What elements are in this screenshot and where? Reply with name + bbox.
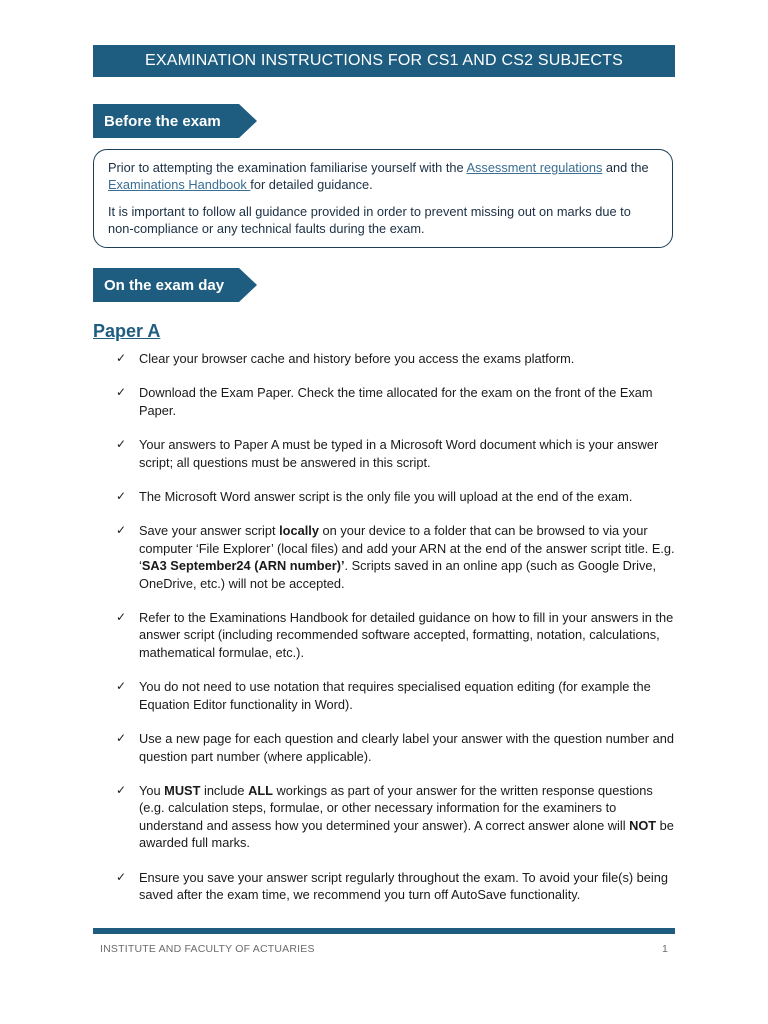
item-emphasis: NOT bbox=[629, 817, 657, 833]
checkmark-icon: ✓ bbox=[116, 610, 127, 625]
item-text: be awarded full marks. bbox=[139, 817, 674, 851]
footer-rule bbox=[93, 928, 675, 934]
checkmark-icon: ✓ bbox=[116, 869, 127, 884]
guidance-box bbox=[93, 149, 673, 248]
assessment-regulations-link[interactable]: Assessment regulations bbox=[466, 160, 603, 175]
item-text: include bbox=[200, 782, 249, 798]
checkmark-icon: ✓ bbox=[116, 385, 127, 400]
section-tag-exam-day bbox=[93, 268, 257, 302]
item-text: You bbox=[139, 782, 165, 798]
checkmark-icon: ✓ bbox=[116, 351, 127, 365]
item-emphasis: MUST bbox=[164, 782, 201, 798]
examinations-handbook-link[interactable]: Examinations Handbook bbox=[108, 177, 251, 192]
checkmark-icon: ✓ bbox=[116, 437, 127, 452]
list-item bbox=[116, 678, 678, 713]
guidance-text: for detailed guidance. bbox=[250, 177, 373, 192]
item-text: Use a new page for each question and clearly label your answer with the question number and question part number (where applicable). bbox=[139, 731, 674, 764]
footer-page-number: 1 bbox=[662, 943, 668, 955]
list-item bbox=[116, 609, 678, 661]
guidance-paragraph bbox=[108, 159, 658, 193]
item-text: . Scripts saved in an online app (such as Google Drive, OneDrive, etc.) will not be accepted. bbox=[139, 558, 657, 591]
section-tag-before-exam bbox=[93, 104, 257, 138]
checkmark-icon: ✓ bbox=[116, 782, 127, 797]
item-text: Clear your browser cache and history before you access the exams platform. bbox=[139, 351, 575, 366]
item-text: Ensure you save your answer script regularly throughout the exam. To avoid your file(s) being saved after the exam time, we recommend you turn off AutoSave functionality. bbox=[139, 869, 668, 902]
item-text: Save your answer script bbox=[139, 523, 280, 539]
guidance-paragraph-2: It is important to follow all guidance provided in order to prevent missing out on marks due to non-compliance or any technical faults during the exam. bbox=[108, 204, 631, 236]
checkmark-icon: ✓ bbox=[116, 731, 127, 746]
guidance-text: Prior to attempting the examination familiarise yourself with the bbox=[108, 160, 467, 175]
list-item bbox=[116, 730, 678, 765]
item-text: Download the Exam Paper. Check the time allocated for the exam on the front of the Exam Paper. bbox=[139, 385, 653, 418]
item-text: workings as part of your answer for the written response questions (e.g. calculation steps, formulae, or other necessary information for the examiners to understand and assess how you determined your answer). A correct answer alone will bbox=[139, 782, 653, 833]
item-text: The Microsoft Word answer script is the only file you will upload at the end of the exam. bbox=[139, 489, 633, 505]
section-tag-label: Before the exam bbox=[104, 112, 221, 130]
item-emphasis: SA3 September24 (ARN number)’ bbox=[141, 558, 345, 574]
guidance-text: and the bbox=[602, 160, 649, 175]
list-item bbox=[116, 782, 678, 852]
list-item bbox=[116, 488, 678, 505]
item-text: Your answers to Paper A must be typed in a Microsoft Word document which is your answer script; all questions must be answered in this script. bbox=[139, 437, 659, 470]
list-item bbox=[116, 384, 678, 419]
list-item bbox=[116, 350, 678, 367]
document-title: EXAMINATION INSTRUCTIONS FOR CS1 AND CS2 SUBJECTS bbox=[144, 52, 623, 69]
document-title-banner bbox=[93, 45, 675, 77]
list-item bbox=[116, 436, 678, 471]
checkmark-icon: ✓ bbox=[116, 523, 127, 538]
item-text: Refer to the Examinations Handbook for detailed guidance on how to fill in your answers in the answer script (including recommended software accepted, formatting, notation, calculations, mathematical formulae, etc.). bbox=[139, 610, 674, 660]
item-text: You do not need to use notation that requires specialised equation editing (for example the Equation Editor functionality in Word). bbox=[139, 679, 651, 712]
paper-a-heading: Paper A bbox=[93, 321, 161, 341]
section-tag-label: On the exam day bbox=[104, 276, 225, 294]
checkmark-icon: ✓ bbox=[116, 679, 127, 694]
footer-organisation: INSTITUTE AND FACULTY OF ACTUARIES bbox=[100, 943, 315, 955]
item-emphasis: ALL bbox=[248, 782, 273, 798]
list-item bbox=[116, 522, 678, 592]
item-emphasis: locally bbox=[279, 523, 319, 539]
list-item bbox=[116, 869, 678, 904]
item-text: on your device to a folder that can be browsed to via your computer ‘File Explorer’ (local files) and add your ARN at the end of the answer script title. E.g. ‘ bbox=[139, 523, 675, 574]
checkmark-icon: ✓ bbox=[116, 489, 127, 504]
instruction-list bbox=[116, 350, 678, 920]
